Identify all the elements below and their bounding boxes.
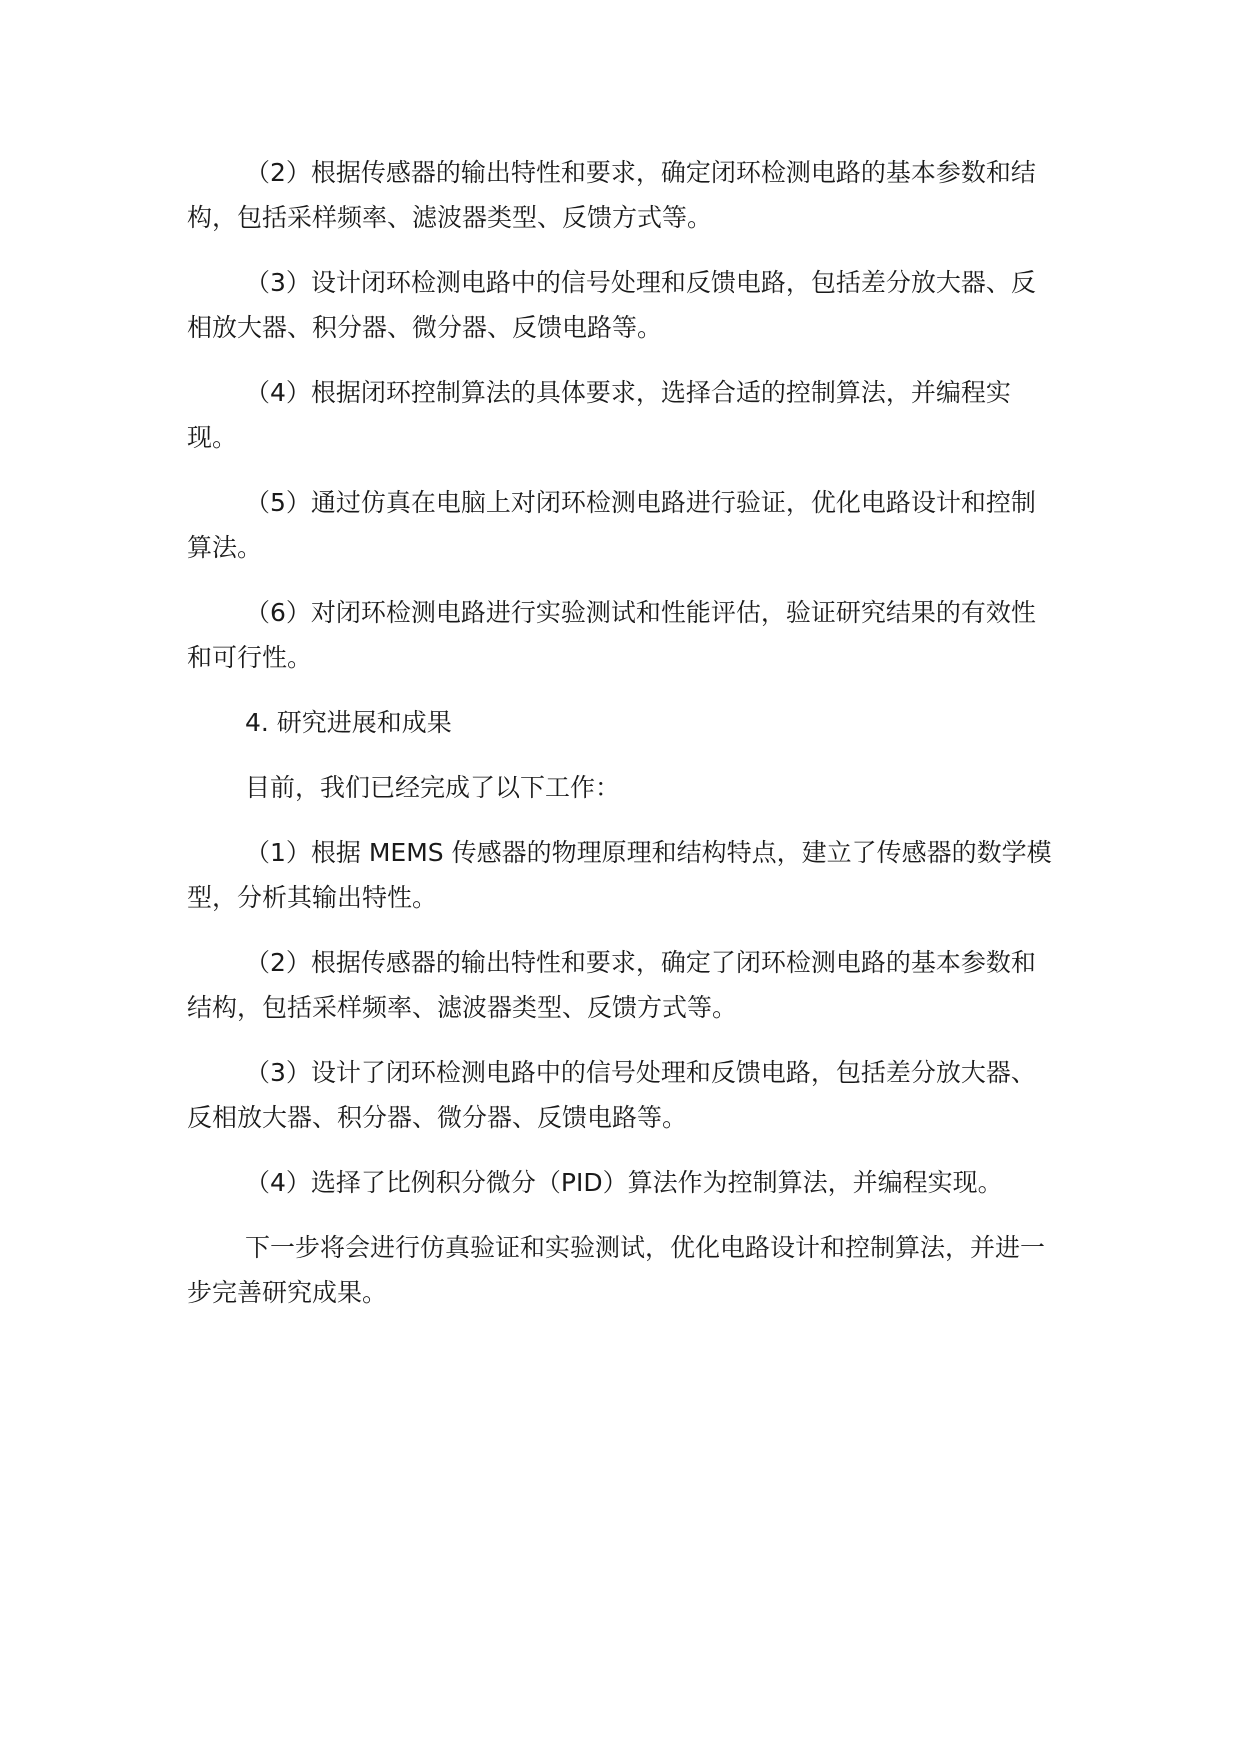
paragraph-next-step: 下一步将会进行仿真验证和实验测试，优化电路设计和控制算法，并进一步完善研究成果。 bbox=[187, 1233, 1046, 1307]
document-body bbox=[187, 150, 1057, 1335]
paragraph-step-6: （6）对闭环检测电路进行实验测试和性能评估，验证研究结果的有效性和可行性。 bbox=[187, 598, 1036, 672]
paragraph-done-2: （2）根据传感器的输出特性和要求，确定了闭环检测电路的基本参数和结构，包括采样频率、滤波器类型、反馈方式等。 bbox=[187, 948, 1036, 1022]
section-heading: 4. 研究进展和成果 bbox=[245, 708, 452, 737]
paragraph-step-3: （3）设计闭环检测电路中的信号处理和反馈电路，包括差分放大器、反相放大器、积分器、微分器、反馈电路等。 bbox=[187, 268, 1036, 342]
paragraph-done-4: （4）选择了比例积分微分（PID）算法作为控制算法，并编程实现。 bbox=[245, 1168, 1003, 1197]
paragraph-done-3: （3）设计了闭环检测电路中的信号处理和反馈电路，包括差分放大器、反相放大器、积分器、微分器、反馈电路等。 bbox=[187, 1058, 1036, 1132]
paragraph-step-4: （4）根据闭环控制算法的具体要求，选择合适的控制算法，并编程实现。 bbox=[187, 378, 1011, 452]
paragraph-intro: 目前，我们已经完成了以下工作： bbox=[245, 773, 621, 802]
paragraph-done-1: （1）根据 MEMS 传感器的物理原理和结构特点，建立了传感器的数学模型，分析其输出特性。 bbox=[187, 838, 1052, 912]
paragraph-step-2: （2）根据传感器的输出特性和要求，确定闭环检测电路的基本参数和结构，包括采样频率、滤波器类型、反馈方式等。 bbox=[187, 158, 1036, 232]
paragraph-step-5: （5）通过仿真在电脑上对闭环检测电路进行验证，优化电路设计和控制算法。 bbox=[187, 488, 1036, 562]
